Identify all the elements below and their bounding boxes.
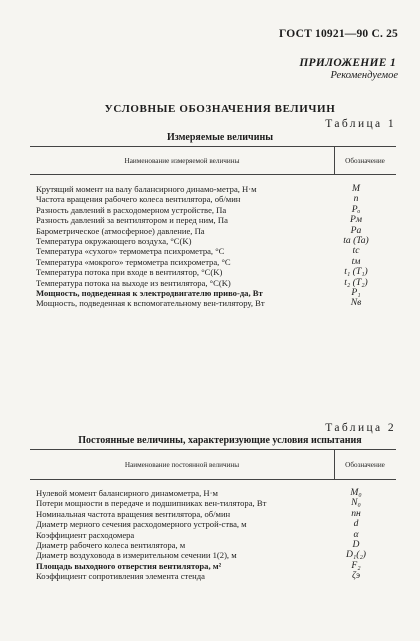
table-row <box>36 276 386 288</box>
table-row <box>36 520 386 529</box>
quantity-name: Нулевой момент балансирного динамометра, Н·м <box>36 488 218 498</box>
quantity-symbol: α <box>353 528 359 540</box>
quantity-name: Коэффициент сопротивления элемента стенда <box>36 571 205 582</box>
page-title: УСЛОВНЫЕ ОБОЗНАЧЕНИЯ ВЕЛИЧИН <box>104 103 336 115</box>
quantity-symbol: nн <box>351 507 361 519</box>
quantity-name: Номинальная частота вращения вентилятора, об/мин <box>36 508 231 519</box>
table-row <box>36 489 386 498</box>
quantity-name: Разность давлений в расходомерном устройстве, Па <box>36 204 227 215</box>
table2-col-name: Наименование постоянной величины <box>124 461 240 469</box>
quantity-symbol: Pₒ <box>351 203 361 215</box>
table-row <box>36 234 386 246</box>
table-row <box>36 255 386 267</box>
appendix-title: ПРИЛОЖЕНИЕ 1 <box>299 57 396 69</box>
quantity-name: Диаметр мерного сечения расходомерного устрой-ства, м <box>36 519 247 530</box>
quantity-symbol: ζэ <box>351 570 361 582</box>
appendix-status: Рекомендуемое <box>330 70 398 81</box>
quantity-name: Температура «мокрого» термометра психрометра, °C <box>36 256 231 267</box>
table1-number: Таблица 1 <box>325 118 396 130</box>
quantity-name: Потери мощности в передаче и подшипниках вен-тилятора, Вт <box>36 498 267 509</box>
quantity-name: Барометрическое (атмосферное) давление, Па <box>36 225 205 236</box>
table2-header-rule <box>30 479 396 480</box>
quantity-name: Мощность, подведенная к вспомогательному вен-тилятору, Вт <box>36 298 265 309</box>
table2-col-symbol: Обозначение <box>345 461 385 469</box>
table2-top-rule <box>30 449 396 450</box>
table-row <box>36 203 386 215</box>
quantity-symbol: Nв <box>350 297 362 309</box>
quantity-name: Частота вращения рабочего колеса вентилятора, об/мин <box>36 194 241 205</box>
table2-caption: Постоянные величины, характеризующие условия испытания <box>78 435 362 446</box>
table1-col-name: Наименование измеряемой величины <box>124 157 240 165</box>
table1-body <box>36 185 386 308</box>
table2-body <box>36 489 386 581</box>
table-row <box>36 538 386 550</box>
quantity-symbol: Pa <box>350 224 362 236</box>
quantity-symbol: t₂ (T₂) <box>344 276 368 288</box>
quantity-name: Диаметр воздуховода в измерительном сечении 1(2), м <box>36 550 237 561</box>
quantity-name: Коэффициент расходомера <box>36 529 135 540</box>
quantity-symbol: M₀ <box>350 487 362 498</box>
table-row <box>36 268 386 277</box>
table-row <box>36 247 386 256</box>
table1-caption: Измеряемые величины <box>166 132 274 143</box>
standard-code: ГОСТ 10921—90 С. 25 <box>279 28 398 40</box>
quantity-name: Крутящий момент на валу балансирного динамо-метра, Н·м <box>36 184 257 194</box>
quantity-symbol: t₁ (T₁) <box>344 266 368 278</box>
quantity-name: Мощность, подведенная к электродвигателю приво-да, Вт <box>36 287 263 298</box>
quantity-symbol: F₂ <box>351 559 361 571</box>
table-row <box>36 216 386 225</box>
table2-number: Таблица 2 <box>325 422 396 434</box>
table-row <box>36 559 386 571</box>
table-row <box>36 299 386 308</box>
quantity-symbol: tм <box>351 255 361 267</box>
quantity-symbol: M <box>352 183 360 194</box>
quantity-name: Диаметр рабочего колеса вентилятора, м <box>36 539 186 550</box>
table-row <box>36 185 386 194</box>
table-row <box>36 528 386 540</box>
table-row <box>36 195 386 204</box>
table-row <box>36 499 386 508</box>
quantity-symbol: P₁ <box>351 286 361 298</box>
table1-col-symbol: Обозначение <box>345 157 385 165</box>
quantity-symbol: d <box>353 518 359 530</box>
table-row <box>36 224 386 236</box>
table-row <box>36 572 386 581</box>
table-row <box>36 286 386 298</box>
quantity-name: Температура потока на выходе из вентилятора, °C(K) <box>36 277 231 288</box>
quantity-symbol: N₀ <box>351 497 361 509</box>
quantity-name: Площадь выходного отверстия вентилятора, м² <box>36 560 222 571</box>
table1-top-rule <box>30 146 396 147</box>
table1-header-rule <box>30 174 396 175</box>
quantity-symbol: ta (Ta) <box>343 234 369 246</box>
table-row <box>36 507 386 519</box>
quantity-symbol: D <box>352 538 360 550</box>
quantity-symbol: tc <box>352 245 360 257</box>
quantity-name: Температура «сухого» термометра психрометра, °C <box>36 246 225 257</box>
quantity-name: Температура потока при входе в вентилятор, °C(K) <box>36 267 223 278</box>
quantity-name: Температура окружающего воздуха, °C(K) <box>36 235 192 246</box>
table-row <box>36 551 386 560</box>
quantity-name: Разность давлений за вентилятором и перед ним, Па <box>36 215 228 226</box>
quantity-symbol: Pм <box>350 214 362 226</box>
quantity-symbol: n <box>353 193 359 205</box>
quantity-symbol: D₁(₂) <box>346 549 366 561</box>
